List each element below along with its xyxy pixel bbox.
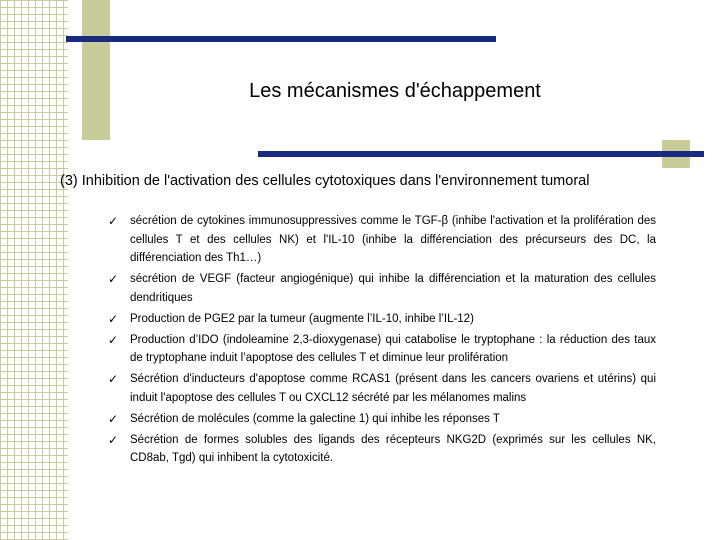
list-item-text: sécrétion de VEGF (facteur angiogénique) qui inhibe la différenciation et la maturation des cellules dendritiques	[130, 273, 656, 304]
check-mark-icon: ✓	[108, 311, 119, 326]
list-item-text: Production d’IDO (indoleamine 2,3-dioxygenase) qui catabolise le tryptophane : la réduction des taux de tryptophane induit l’apoptose des cellules T et diminue leur prolifération	[130, 333, 656, 364]
decorative-mid-bar	[258, 151, 704, 157]
section-heading: (3) Inhibition de l'activation des cellules cytotoxiques dans l'environnement tumoral	[60, 173, 590, 189]
decorative-top-bar	[66, 36, 496, 42]
list-item	[108, 310, 656, 329]
check-mark-icon: ✓	[108, 214, 119, 228]
list-item	[108, 270, 656, 307]
list-item-text: sécrétion de cytokines immunosuppressives comme le TGF-β (inhibe l'activation et la prolifération des cellules T et des cellules NK) et l'IL-10 (inhibe la différenciation des précurseurs des DC, la différenciation des Th1…)	[130, 215, 656, 264]
list-item-text: Sécrétion d'inducteurs d'apoptose comme RCAS1 (présent dans les cancers ovariens et utérins) qui induit l'apoptose des cellules T ou CXCL12 sécrété par les mélanomes malins	[130, 373, 656, 404]
list-item	[108, 370, 656, 407]
list-item-text: Sécrétion de molécules (comme la galectine 1) qui inhibe les réponses T	[130, 412, 500, 425]
slide-title: Les mécanismes d'échappement	[249, 80, 541, 102]
check-mark-icon: ✓	[108, 411, 119, 426]
check-mark-icon: ✓	[108, 372, 119, 386]
list-item-text: Production de PGE2 par la tumeur (augmente l’IL-10, inhibe l’IL-12)	[130, 312, 474, 325]
list-item	[108, 331, 656, 368]
list-item-text: Sécrétion de formes solubles des ligands des récepteurs NKG2D (exprimés sur les cellules NK, CD8ab, Tgd) qui inhibent la cytotoxicité.	[130, 433, 656, 464]
bullet-list	[108, 212, 656, 470]
decorative-olive-block	[82, 0, 110, 140]
list-item	[108, 212, 656, 268]
check-mark-icon: ✓	[108, 432, 119, 447]
decorative-grid	[0, 0, 68, 540]
list-item	[108, 410, 656, 429]
check-mark-icon: ✓	[108, 272, 119, 286]
check-mark-icon: ✓	[108, 332, 119, 347]
list-item	[108, 431, 656, 468]
